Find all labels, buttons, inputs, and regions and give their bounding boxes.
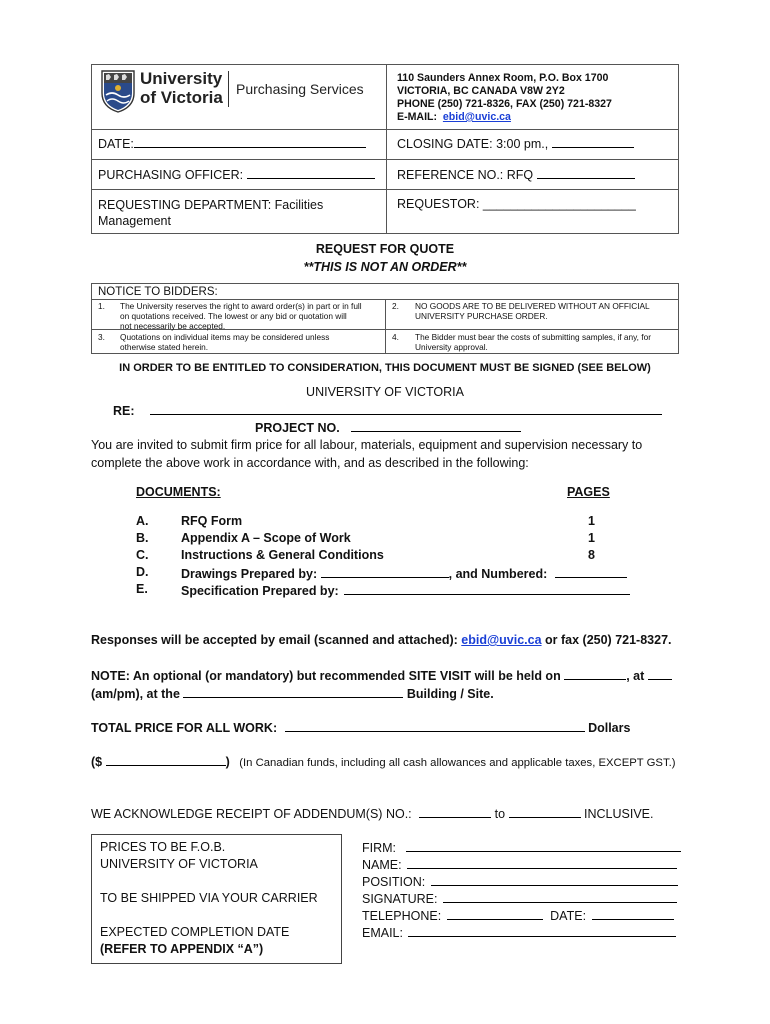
email-input-line[interactable] xyxy=(408,924,676,937)
fob-line: PRICES TO BE F.O.B. xyxy=(100,840,226,854)
telephone-field xyxy=(362,907,674,923)
site-visit-building-line[interactable] xyxy=(183,685,403,698)
notice-text xyxy=(415,332,651,352)
document-name: Instructions & General Conditions xyxy=(181,548,384,562)
amount-field xyxy=(91,753,676,769)
appendix-reference: (REFER TO APPENDIX “A”) xyxy=(100,942,264,956)
shipping-line: TO BE SHIPPED VIA YOUR CARRIER xyxy=(100,891,318,905)
university-heading: UNIVERSITY OF VICTORIA xyxy=(306,385,464,399)
logo-divider xyxy=(228,71,229,107)
amount-open: ($ xyxy=(91,755,103,769)
notice-table xyxy=(91,283,679,354)
notice-text xyxy=(120,332,329,352)
reference-label: REFERENCE NO.: RFQ xyxy=(397,168,534,182)
site-visit-text: NOTE: An optional (or mandatory) but recommended SITE VISIT will be held on xyxy=(91,669,561,683)
document-name xyxy=(181,582,630,598)
signature-label: SIGNATURE: xyxy=(362,892,438,906)
notice-heading: NOTICE TO BIDDERS: xyxy=(98,286,218,298)
notice-number: 4. xyxy=(392,332,399,342)
date-label: DATE: xyxy=(550,909,587,923)
reference-input-line[interactable] xyxy=(537,166,635,179)
notice-text-line: The Bidder must bear the costs of submitting samples, if any, for xyxy=(415,332,651,342)
numbered-label: , and Numbered: xyxy=(448,567,548,581)
reference-field xyxy=(397,166,635,182)
university-logo xyxy=(100,69,136,116)
re-input-line[interactable] xyxy=(150,402,662,415)
purchasing-officer-field xyxy=(98,166,375,182)
signature-date-input-line[interactable] xyxy=(592,907,674,920)
email-field xyxy=(362,924,676,940)
addendum-to-line[interactable] xyxy=(509,805,581,818)
notice-text-line: on quotations received. The lowest or any bid or quotation will xyxy=(120,311,347,321)
divider xyxy=(386,65,387,233)
invitation-line: You are invited to submit firm price for all labour, materials, equipment and supervision necessary to xyxy=(91,438,643,452)
signature-input-line[interactable] xyxy=(443,890,677,903)
email-line xyxy=(397,111,612,124)
document-pages: 1 xyxy=(588,531,595,545)
closing-date-input-line[interactable] xyxy=(552,135,634,148)
site-visit-date-line[interactable] xyxy=(564,667,626,680)
email-label: EMAIL: xyxy=(362,926,403,940)
project-label: PROJECT NO. xyxy=(255,421,340,435)
divider xyxy=(92,159,678,160)
invitation-line: complete the above work in accordance with, and as described in the following: xyxy=(91,456,529,470)
responses-line xyxy=(91,633,672,647)
notice-text-line: University approval. xyxy=(415,342,488,352)
address-line: 110 Saunders Annex Room, P.O. Box 1700 xyxy=(397,72,609,84)
specification-label: Specification Prepared by: xyxy=(181,584,339,598)
date-input-line[interactable] xyxy=(134,135,366,148)
invitation-text xyxy=(91,436,642,472)
addendum-from-line[interactable] xyxy=(419,805,491,818)
responses-fax: or fax (250) 721-8327. xyxy=(545,633,672,647)
notice-text-line: NO GOODS ARE TO BE DELIVERED WITHOUT AN OFFICIAL xyxy=(415,301,650,311)
total-price-field xyxy=(91,719,630,735)
project-input-line[interactable] xyxy=(351,419,521,432)
telephone-input-line[interactable] xyxy=(447,907,543,920)
document-name: Appendix A – Scope of Work xyxy=(181,531,351,545)
firm-input-line[interactable] xyxy=(406,839,681,852)
requesting-department xyxy=(98,197,323,229)
re-label: RE: xyxy=(113,404,135,418)
fob-location: UNIVERSITY OF VICTORIA xyxy=(100,857,258,871)
address-block xyxy=(397,72,612,124)
phone-fax-line: PHONE (250) 721-8326, FAX (250) 721-8327 xyxy=(397,98,612,110)
amount-close: ) xyxy=(225,755,230,769)
closing-date-label: CLOSING DATE: 3:00 pm., xyxy=(397,137,549,151)
document-letter: E. xyxy=(136,582,148,596)
notice-number: 2. xyxy=(392,301,399,311)
amount-input-line[interactable] xyxy=(106,753,226,766)
notice-text-line: UNIVERSITY PURCHASE ORDER. xyxy=(415,311,548,321)
divider xyxy=(92,129,678,130)
notice-text-line: not necessarily be accepted. xyxy=(120,321,226,331)
re-field xyxy=(113,402,662,418)
document-name xyxy=(181,565,627,581)
notice-text-line: otherwise stated herein. xyxy=(120,342,209,352)
requestor-field[interactable]: REQUESTOR: ______________________ xyxy=(397,197,636,211)
address-line: VICTORIA, BC CANADA V8W 2Y2 xyxy=(397,85,565,97)
position-field xyxy=(362,873,678,889)
consideration-notice: IN ORDER TO BE ENTITLED TO CONSIDERATION, THIS DOCUMENT MUST BE SIGNED (SEE BELOW) xyxy=(119,362,651,374)
requesting-department-value: Management xyxy=(98,214,171,228)
position-label: POSITION: xyxy=(362,875,426,889)
email-label: E-MAIL: xyxy=(397,111,438,123)
site-visit-at: , at xyxy=(626,669,645,683)
site-visit-building-label: Building / Site. xyxy=(406,687,494,701)
firm-field xyxy=(362,839,681,855)
dollars-label: Dollars xyxy=(588,721,631,735)
project-field xyxy=(255,419,521,435)
document-pages: 8 xyxy=(588,548,595,562)
notice-number: 3. xyxy=(98,332,105,342)
total-price-input-line[interactable] xyxy=(285,719,585,732)
document-letter: B. xyxy=(136,531,149,545)
site-visit-time-line[interactable] xyxy=(648,667,672,680)
crest-icon xyxy=(100,69,136,113)
document-letter: A. xyxy=(136,514,149,528)
logo-wordmark xyxy=(140,69,223,107)
responses-text: Responses will be accepted by email (scanned and attached): xyxy=(91,633,458,647)
requesting-department-label: REQUESTING DEPARTMENT: Facilities xyxy=(98,198,324,212)
notice-text-line: The University reserves the right to award order(s) in part or in full xyxy=(120,301,362,311)
addendum-acknowledgement xyxy=(91,805,653,821)
numbered-input-line[interactable] xyxy=(555,565,627,578)
header-table xyxy=(91,64,679,234)
document-name: RFQ Form xyxy=(181,514,243,528)
addendum-label: WE ACKNOWLEDGE RECEIPT OF ADDENDUM(S) NO.: xyxy=(91,807,412,821)
addendum-inclusive: INCLUSIVE. xyxy=(584,807,654,821)
divider xyxy=(385,299,386,354)
divider xyxy=(92,189,678,190)
date-label: DATE: xyxy=(98,137,134,151)
logo-line-1: University xyxy=(140,69,223,88)
logo-line-2: of Victoria xyxy=(140,88,223,107)
notice-text xyxy=(120,301,362,331)
form-title: REQUEST FOR QUOTE xyxy=(315,242,455,256)
closing-date-field xyxy=(397,135,634,151)
telephone-label: TELEPHONE: xyxy=(362,909,442,923)
specification-input-line[interactable] xyxy=(344,582,630,595)
name-input-line[interactable] xyxy=(407,856,677,869)
document-pages: 1 xyxy=(588,514,595,528)
department-name: Purchasing Services xyxy=(236,81,364,97)
name-field xyxy=(362,856,677,872)
site-visit-location xyxy=(91,685,494,701)
site-visit-ampm: (am/pm), at the xyxy=(91,687,180,701)
total-price-label: TOTAL PRICE FOR ALL WORK: xyxy=(91,721,278,735)
date-field xyxy=(98,135,366,151)
purchasing-officer-input-line[interactable] xyxy=(247,166,375,179)
document-letter: C. xyxy=(136,548,149,562)
notice-text xyxy=(415,301,650,321)
funds-note: (In Canadian funds, including all cash allowances and applicable taxes, EXCEPT GST.) xyxy=(239,757,676,769)
purchasing-officer-label: PURCHASING OFFICER: xyxy=(98,168,244,182)
email-link[interactable]: ebid@uvic.ca xyxy=(442,111,511,123)
drawings-label: Drawings Prepared by: xyxy=(181,567,318,581)
name-label: NAME: xyxy=(362,858,402,872)
notice-number: 1. xyxy=(98,301,105,311)
notice-text-line: Quotations on individual items may be considered unless xyxy=(120,332,330,342)
drawings-input-line[interactable] xyxy=(321,565,449,578)
signature-field xyxy=(362,890,677,906)
responses-email-link[interactable]: ebid@uvic.ca xyxy=(461,633,542,647)
position-input-line[interactable] xyxy=(431,873,678,886)
addendum-to-label: to xyxy=(494,807,506,821)
documents-heading: DOCUMENTS: xyxy=(136,485,221,499)
firm-label: FIRM: xyxy=(362,841,397,855)
site-visit-note xyxy=(91,667,672,683)
price-terms-box xyxy=(91,834,342,964)
not-an-order-notice: **THIS IS NOT AN ORDER** xyxy=(303,260,467,274)
completion-date-line: EXPECTED COMPLETION DATE xyxy=(100,925,290,939)
document-letter: D. xyxy=(136,565,149,579)
pages-heading: PAGES xyxy=(567,485,610,499)
